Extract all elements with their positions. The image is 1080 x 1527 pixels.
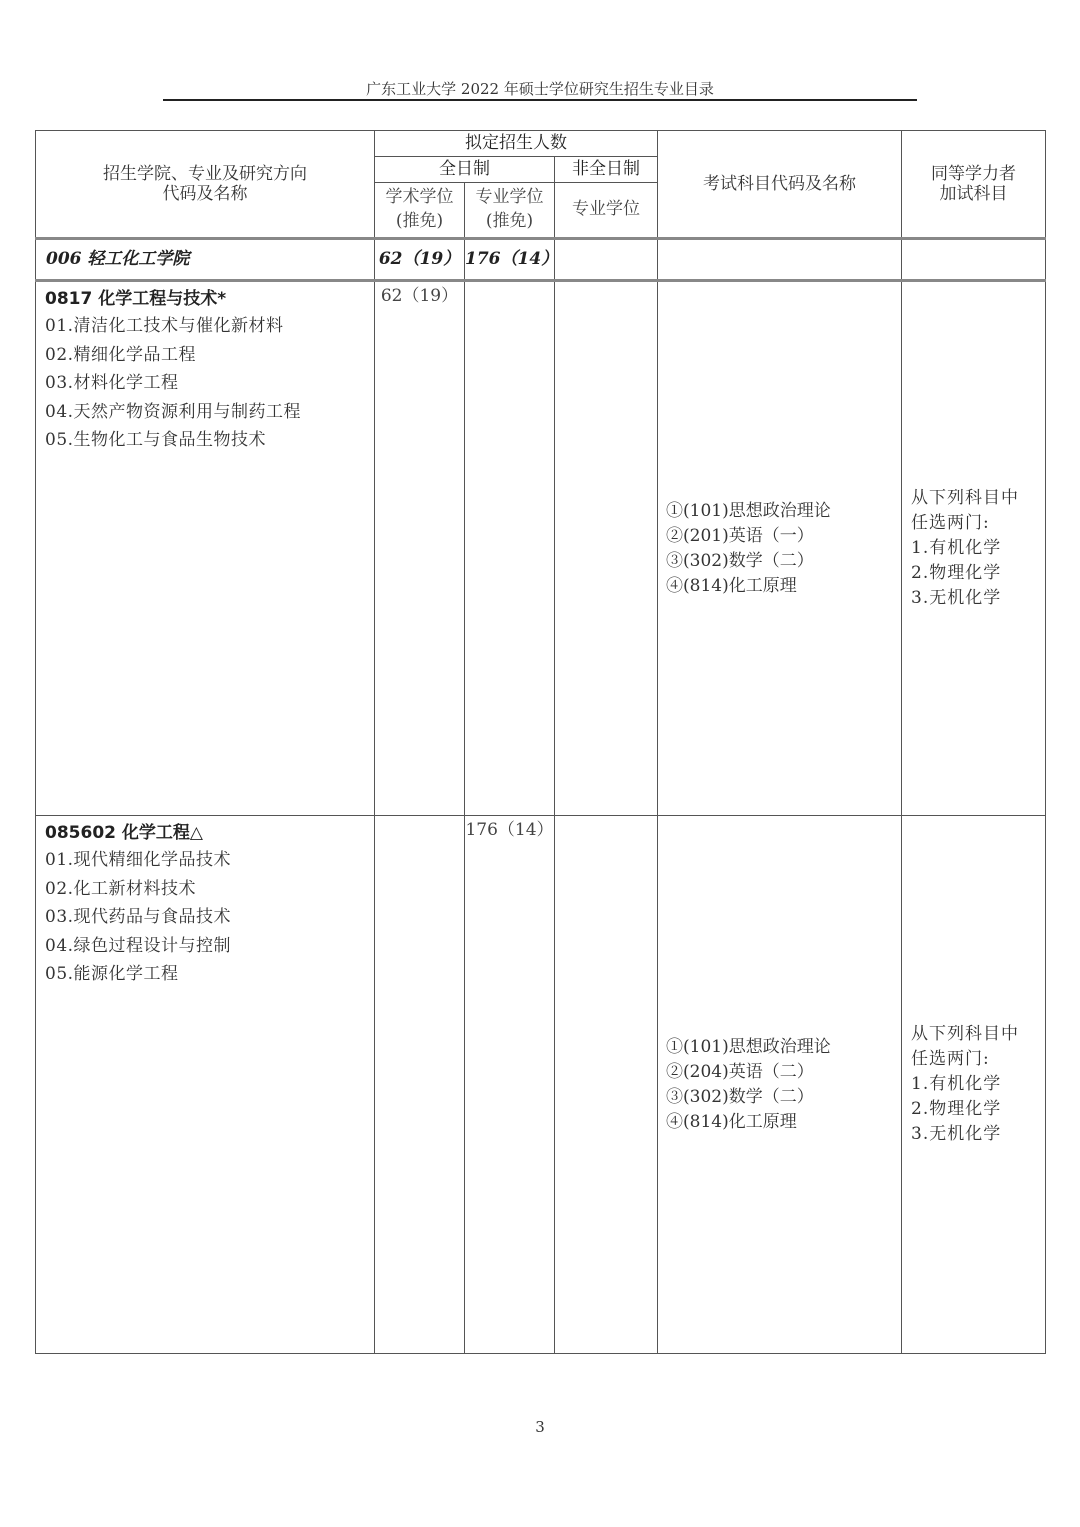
research-direction: 03.现代药品与食品技术 — [45, 907, 232, 927]
college-row — [36, 239, 1046, 281]
extra-subject-line: 2.物理化学 — [911, 1099, 1002, 1119]
major-row — [36, 816, 1046, 1354]
header-rule — [163, 99, 917, 101]
part-time-professional-header: 专业学位 — [555, 183, 658, 239]
program-header-line-2: 代码及名称 — [162, 184, 248, 204]
exam-subject: ①(101)思想政治理论 — [666, 500, 831, 521]
extra-subject-line: 1.有机化学 — [911, 1074, 1002, 1094]
extra-subject-line: 从下列科目中 — [911, 1024, 1020, 1044]
exam-subjects — [658, 281, 902, 816]
professional-quota — [465, 281, 555, 816]
academic-header-line-2: (推免) — [395, 211, 444, 231]
header-row-1 — [36, 131, 1046, 157]
page-header-title: 广东工业大学 2022 年硕士学位研究生招生专业目录 — [366, 80, 714, 98]
part-time-quota — [555, 281, 658, 816]
extra-subject-line: 3.无机化学 — [911, 1124, 1002, 1144]
research-direction: 01.清洁化工技术与催化新材料 — [45, 316, 284, 336]
academic-quota — [375, 816, 465, 1354]
college-extra-cell — [902, 239, 1046, 281]
admission-catalog-table — [35, 130, 1046, 1354]
extra-subjects — [902, 816, 1046, 1354]
research-direction: 02.化工新材料技术 — [45, 878, 197, 899]
professional-quota: 176（14） — [465, 816, 555, 1354]
full-time-header: 全日制 — [375, 157, 555, 183]
extra-subject-line: 1.有机化学 — [911, 538, 1002, 558]
extra-header-line-1: 同等学力者 — [931, 163, 1017, 184]
research-direction: 02.精细化学品工程 — [45, 344, 197, 365]
exam-subject: ③(302)数学（二） — [666, 1086, 814, 1107]
research-direction: 05.生物化工与食品生物技术 — [45, 430, 267, 450]
major-program-cell — [36, 281, 375, 816]
academic-header-line-1: 学术学位 — [385, 187, 454, 208]
exam-subjects — [658, 816, 902, 1354]
exam-subject: ④(814)化工原理 — [666, 1111, 797, 1132]
college-academic-quota: 62（19） — [375, 239, 465, 281]
part-time-header: 非全日制 — [555, 157, 658, 183]
exam-subject: ③(302)数学（二） — [666, 550, 814, 571]
quota-header: 拟定招生人数 — [375, 131, 658, 157]
extra-subjects — [902, 281, 1046, 816]
research-direction: 04.天然产物资源利用与制药工程 — [45, 401, 302, 422]
academic-quota: 62（19） — [375, 281, 465, 816]
extra-subject-line: 任选两门: — [911, 1049, 990, 1069]
extra-subject-line: 从下列科目中 — [911, 488, 1020, 508]
exam-header: 考试科目代码及名称 — [658, 131, 902, 239]
part-time-quota — [555, 816, 658, 1354]
college-professional-quota: 176（14） — [465, 239, 555, 281]
major-title: 0817 化学工程与技术* — [45, 289, 227, 309]
page-number: 3 — [535, 1418, 545, 1436]
program-header — [36, 131, 375, 239]
professional-degree-header — [465, 183, 555, 239]
extra-subject-line: 3.无机化学 — [911, 588, 1002, 608]
research-direction: 04.绿色过程设计与控制 — [45, 935, 232, 956]
professional-header-line-1: 专业学位 — [475, 187, 544, 208]
major-row — [36, 281, 1046, 816]
program-header-line-1: 招生学院、专业及研究方向 — [103, 163, 307, 184]
academic-degree-header — [375, 183, 465, 239]
research-direction: 01.现代精细化学品技术 — [45, 850, 232, 870]
research-direction: 03.材料化学工程 — [45, 373, 179, 393]
college-name: 006 轻工化工学院 — [36, 239, 375, 281]
professional-header-line-2: (推免) — [485, 211, 534, 231]
major-title: 085602 化学工程△ — [45, 823, 203, 843]
college-part-time-quota — [555, 239, 658, 281]
college-exam-cell — [658, 239, 902, 281]
exam-subject: ①(101)思想政治理论 — [666, 1036, 831, 1057]
extra-header — [902, 131, 1046, 239]
exam-subject: ②(201)英语（一） — [666, 525, 814, 546]
extra-header-line-2: 加试科目 — [939, 184, 1008, 204]
extra-subject-line: 2.物理化学 — [911, 563, 1002, 583]
major-program-cell — [36, 816, 375, 1354]
exam-subject: ②(204)英语（二） — [666, 1061, 814, 1082]
extra-subject-line: 任选两门: — [911, 513, 990, 533]
exam-subject: ④(814)化工原理 — [666, 575, 797, 596]
research-direction: 05.能源化学工程 — [45, 964, 179, 984]
